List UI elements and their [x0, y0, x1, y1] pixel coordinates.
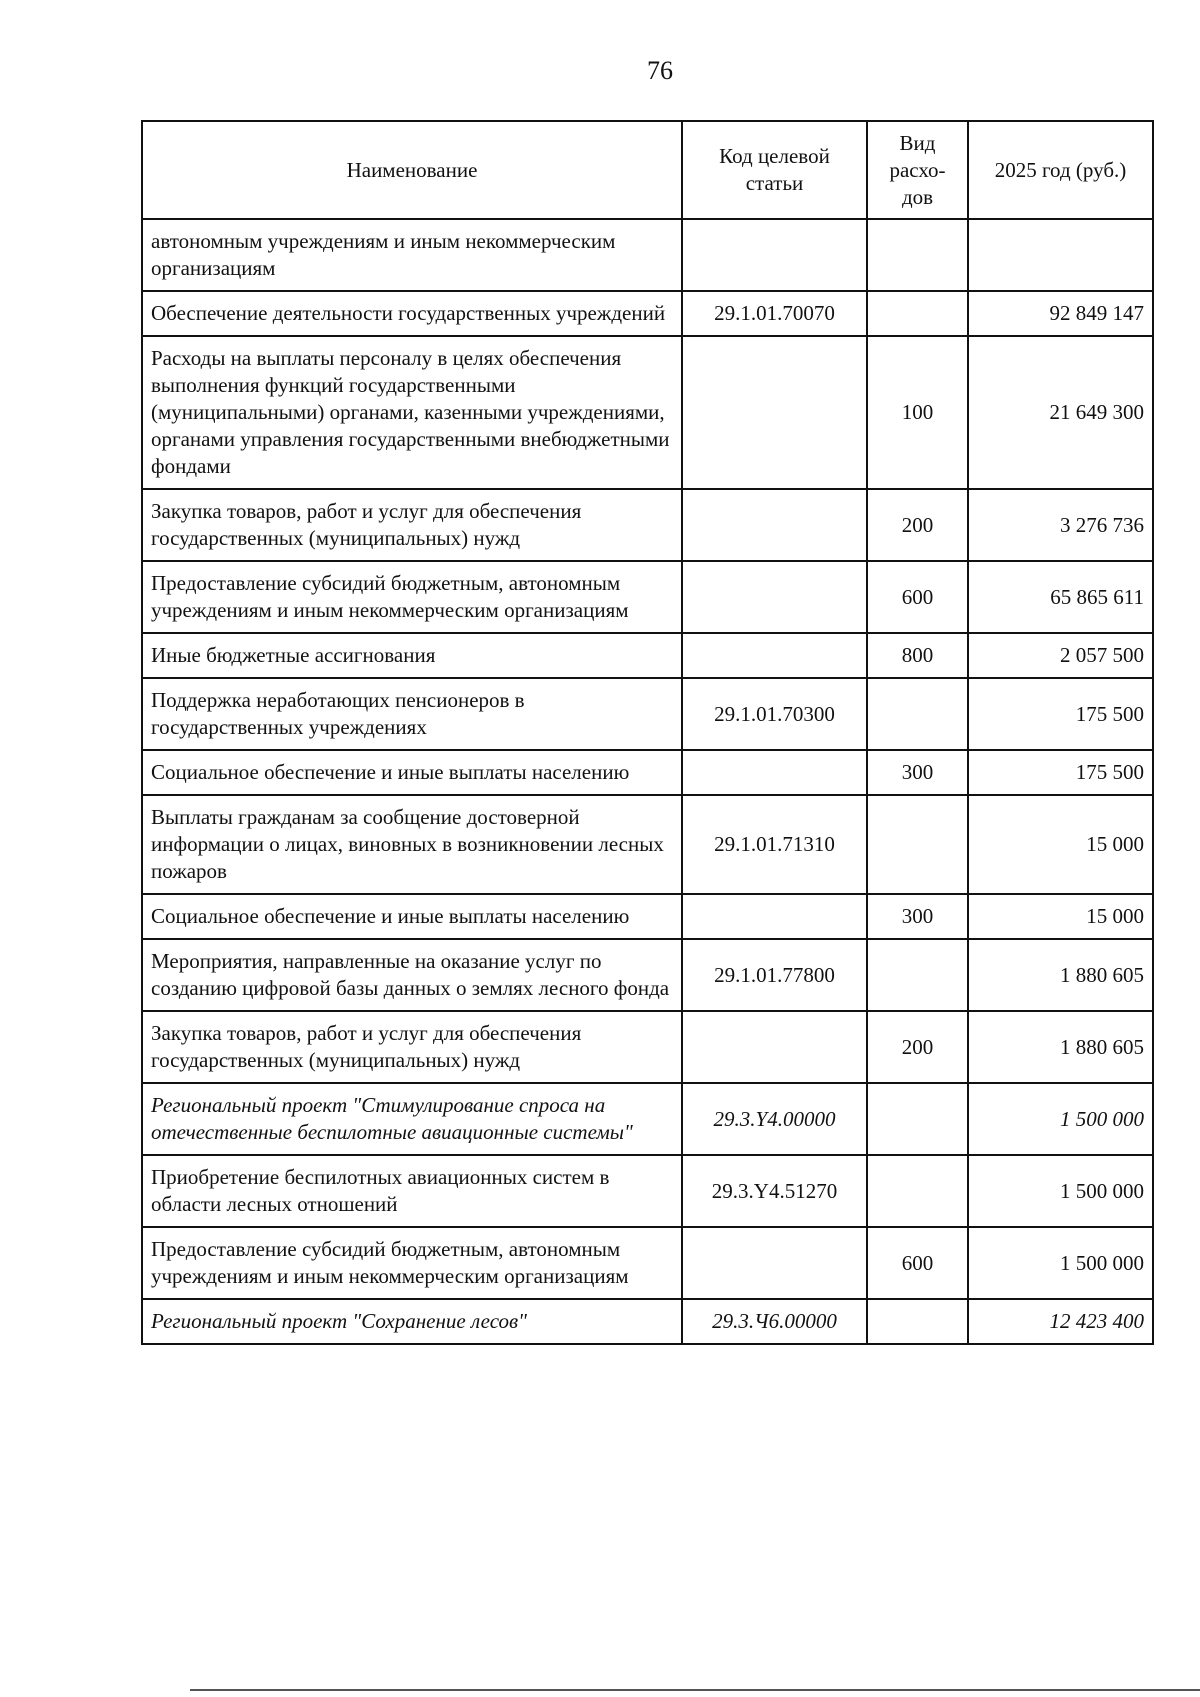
table-row [142, 336, 1153, 489]
cell-amount: 65 865 611 [968, 561, 1153, 633]
cell-name: Закупка товаров, работ и услуг для обеспечения государственных (муниципальных) нужд [142, 1011, 682, 1083]
table-row [142, 1083, 1153, 1155]
cell-name: Региональный проект "Сохранение лесов" [142, 1299, 682, 1344]
header-type: Вид расхо-дов [867, 121, 968, 219]
cell-amount: 1 880 605 [968, 1011, 1153, 1083]
cell-amount: 1 500 000 [968, 1227, 1153, 1299]
cell-expense-type: 300 [867, 894, 968, 939]
cell-code: 29.1.01.70070 [682, 291, 867, 336]
table-row [142, 795, 1153, 894]
header-name: Наименование [142, 121, 682, 219]
table-header [142, 121, 1153, 219]
cell-amount: 1 500 000 [968, 1155, 1153, 1227]
cell-expense-type [867, 1155, 968, 1227]
cell-code: 29.1.01.71310 [682, 795, 867, 894]
cell-expense-type [867, 678, 968, 750]
cell-code [682, 894, 867, 939]
cell-amount [968, 219, 1153, 291]
cell-name: Социальное обеспечение и иные выплаты населению [142, 750, 682, 795]
cell-name: Мероприятия, направленные на оказание услуг по созданию цифровой базы данных о землях лесного фонда [142, 939, 682, 1011]
table-row [142, 489, 1153, 561]
cell-expense-type [867, 219, 968, 291]
table-row [142, 939, 1153, 1011]
cell-code [682, 1011, 867, 1083]
table-row [142, 678, 1153, 750]
cell-code [682, 219, 867, 291]
cell-expense-type: 600 [867, 561, 968, 633]
cell-expense-type [867, 795, 968, 894]
cell-amount: 1 880 605 [968, 939, 1153, 1011]
table-row [142, 561, 1153, 633]
cell-code [682, 750, 867, 795]
table-row [142, 1227, 1153, 1299]
cell-expense-type: 600 [867, 1227, 968, 1299]
page-number: 76 [647, 56, 673, 85]
cell-name: Предоставление субсидий бюджетным, автономным учреждениям и иным некоммерческим организациям [142, 561, 682, 633]
header-code: Код целевой статьи [682, 121, 867, 219]
header-amount: 2025 год (руб.) [968, 121, 1153, 219]
table-row [142, 1155, 1153, 1227]
cell-code [682, 1227, 867, 1299]
cell-name: Закупка товаров, работ и услуг для обеспечения государственных (муниципальных) нужд [142, 489, 682, 561]
cell-name: Предоставление субсидий бюджетным, автономным учреждениям и иным некоммерческим организациям [142, 1227, 682, 1299]
cell-name: Приобретение беспилотных авиационных систем в области лесных отношений [142, 1155, 682, 1227]
cell-name: Региональный проект "Стимулирование спроса на отечественные беспилотные авиационные системы" [142, 1083, 682, 1155]
header-row [142, 121, 1153, 219]
cell-code: 29.3.Ч6.00000 [682, 1299, 867, 1344]
cell-expense-type [867, 1083, 968, 1155]
cell-amount: 175 500 [968, 678, 1153, 750]
cell-amount: 2 057 500 [968, 633, 1153, 678]
bottom-rule [190, 1689, 1200, 1691]
cell-expense-type [867, 1299, 968, 1344]
cell-name: Расходы на выплаты персоналу в целях обеспечения выполнения функций государственными (муниципальными) органами, казенными учреждениями, органами управления государственными внебюджетными фондами [142, 336, 682, 489]
cell-name: Обеспечение деятельности государственных учреждений [142, 291, 682, 336]
budget-table [141, 120, 1154, 1345]
table-row [142, 1011, 1153, 1083]
cell-code [682, 633, 867, 678]
table-row [142, 633, 1153, 678]
cell-amount: 21 649 300 [968, 336, 1153, 489]
cell-amount: 175 500 [968, 750, 1153, 795]
table-body [142, 219, 1153, 1344]
cell-name: Социальное обеспечение и иные выплаты населению [142, 894, 682, 939]
cell-code [682, 336, 867, 489]
cell-code: 29.1.01.77800 [682, 939, 867, 1011]
cell-expense-type: 800 [867, 633, 968, 678]
table-row [142, 219, 1153, 291]
cell-amount: 1 500 000 [968, 1083, 1153, 1155]
cell-expense-type [867, 291, 968, 336]
cell-amount: 15 000 [968, 795, 1153, 894]
cell-expense-type: 200 [867, 489, 968, 561]
cell-expense-type [867, 939, 968, 1011]
cell-expense-type: 200 [867, 1011, 968, 1083]
cell-amount: 92 849 147 [968, 291, 1153, 336]
table-row [142, 750, 1153, 795]
table-row [142, 1299, 1153, 1344]
cell-name: Поддержка неработающих пенсионеров в государственных учреждениях [142, 678, 682, 750]
cell-expense-type: 100 [867, 336, 968, 489]
table-row [142, 291, 1153, 336]
cell-code: 29.3.Y4.00000 [682, 1083, 867, 1155]
cell-code: 29.3.Y4.51270 [682, 1155, 867, 1227]
cell-code [682, 561, 867, 633]
cell-name: автономным учреждениям и иным некоммерческим организациям [142, 219, 682, 291]
cell-name: Выплаты гражданам за сообщение достоверной информации о лицах, виновных в возникновении лесных пожаров [142, 795, 682, 894]
cell-expense-type: 300 [867, 750, 968, 795]
cell-amount: 3 276 736 [968, 489, 1153, 561]
table-row [142, 894, 1153, 939]
cell-code: 29.1.01.70300 [682, 678, 867, 750]
cell-name: Иные бюджетные ассигнования [142, 633, 682, 678]
cell-amount: 12 423 400 [968, 1299, 1153, 1344]
cell-code [682, 489, 867, 561]
cell-amount: 15 000 [968, 894, 1153, 939]
